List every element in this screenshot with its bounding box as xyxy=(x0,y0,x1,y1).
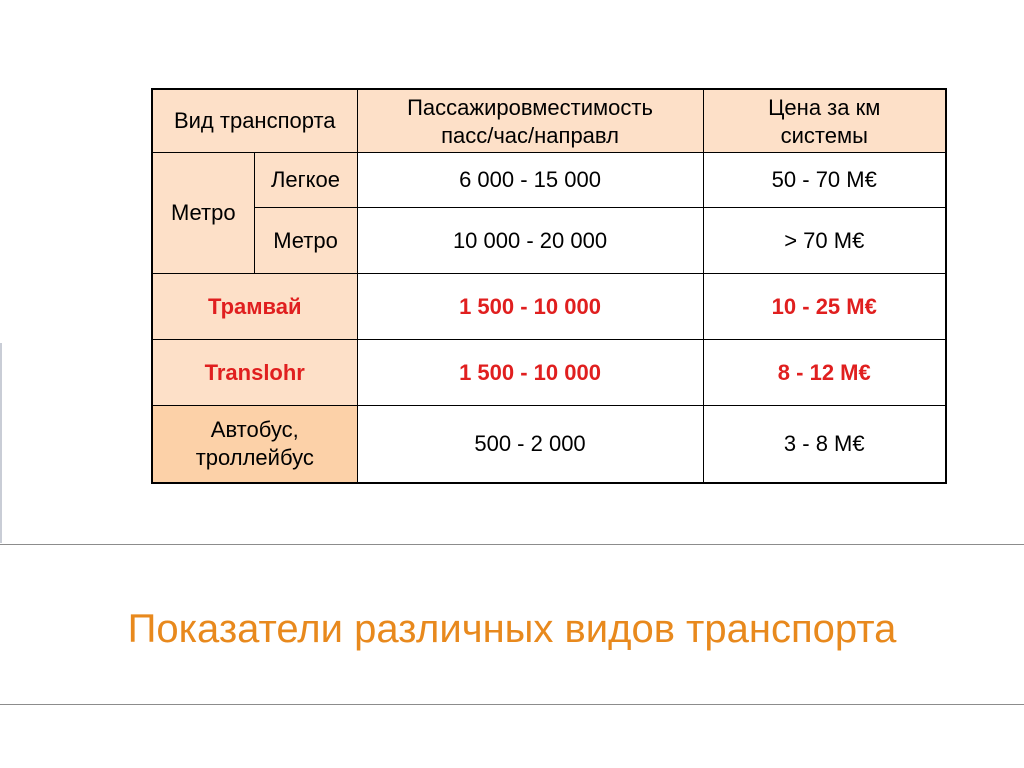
row-bus-type-line1: Автобус, xyxy=(210,416,299,442)
row-light-metro-type: Легкое xyxy=(254,153,357,208)
row-tram-price: 10 - 25 M€ xyxy=(703,274,946,340)
divider-top xyxy=(0,544,1024,545)
row-metro-type: Метро xyxy=(254,208,357,274)
table-row xyxy=(152,153,946,208)
metro-group-cell: Метро xyxy=(152,153,254,274)
table-row xyxy=(152,208,946,274)
header-capacity-line1: Пассажировместимость xyxy=(407,95,653,120)
row-bus-type xyxy=(152,406,357,483)
table-header-row xyxy=(152,89,946,153)
header-capacity-line2: пасс/час/направл xyxy=(441,123,619,148)
header-capacity xyxy=(357,89,703,153)
header-transport-type: Вид транспорта xyxy=(152,89,357,153)
row-light-metro-price: 50 - 70 M€ xyxy=(703,153,946,208)
transport-comparison-table xyxy=(151,88,947,484)
row-tram-type: Трамвай xyxy=(152,274,357,340)
header-price-line2: системы xyxy=(780,123,868,148)
row-metro-price: > 70 M€ xyxy=(703,208,946,274)
table-row xyxy=(152,274,946,340)
row-tram-capacity: 1 500 - 10 000 xyxy=(357,274,703,340)
table-row xyxy=(152,340,946,406)
row-light-metro-capacity: 6 000 - 15 000 xyxy=(357,153,703,208)
row-translohr-capacity: 1 500 - 10 000 xyxy=(357,340,703,406)
row-translohr-type: Translohr xyxy=(152,340,357,406)
row-bus-capacity: 500 - 2 000 xyxy=(357,406,703,483)
row-translohr-price: 8 - 12 M€ xyxy=(703,340,946,406)
header-price-line1: Цена за км xyxy=(768,95,881,120)
header-price xyxy=(703,89,946,153)
left-accent-bar xyxy=(0,343,2,543)
divider-bottom xyxy=(0,704,1024,705)
slide-title: Показатели различных видов транспорта xyxy=(127,607,897,651)
row-metro-capacity: 10 000 - 20 000 xyxy=(357,208,703,274)
row-bus-price: 3 - 8 M€ xyxy=(703,406,946,483)
row-bus-type-line2: троллейбус xyxy=(195,444,314,470)
table-row xyxy=(152,406,946,483)
